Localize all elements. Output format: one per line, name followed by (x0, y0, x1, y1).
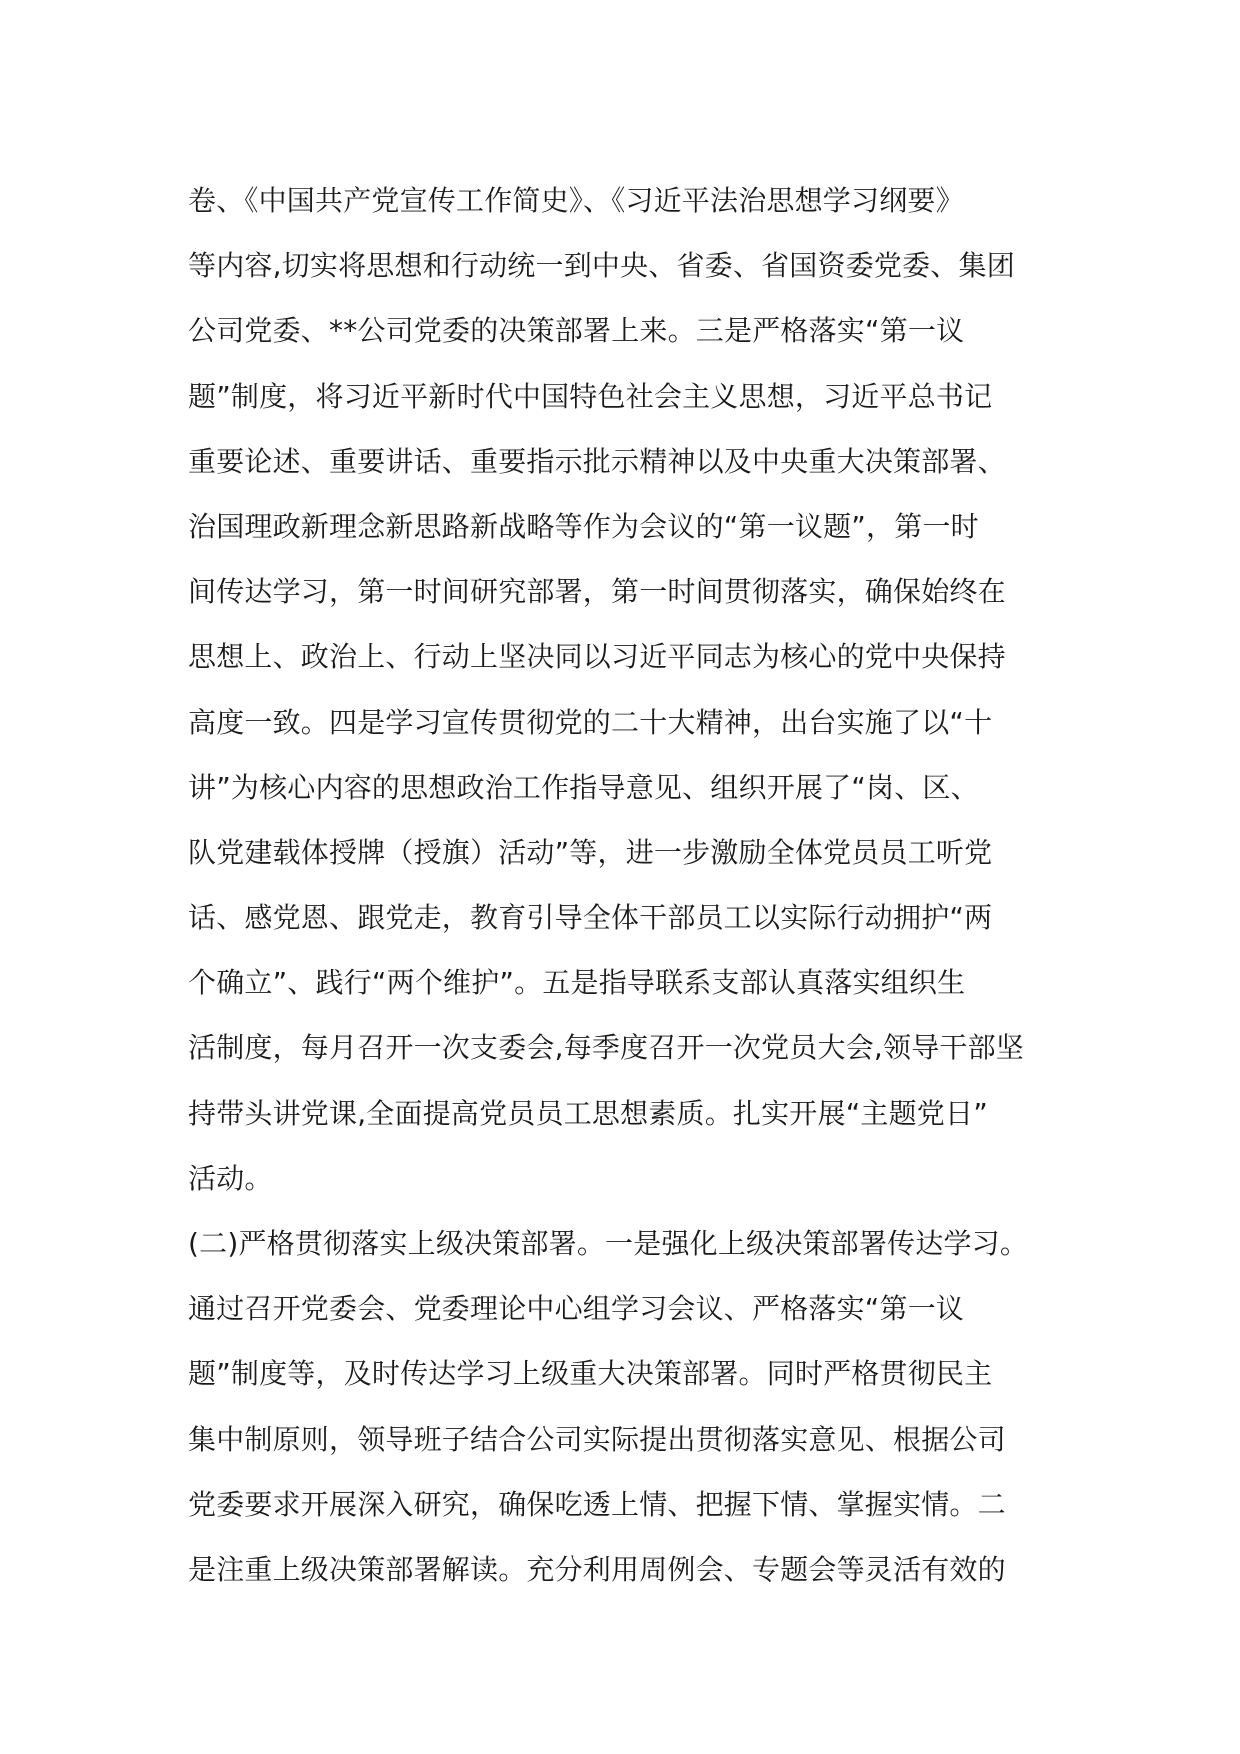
text-line: 党委要求开展深入研究，确保吃透上情、把握下情、掌握实情。二 (188, 1487, 1006, 1521)
text-line: 重要论述、重要讲话、重要指示批示精神以及中央重大决策部署、 (188, 444, 1006, 478)
text-line: 活制度，每月召开一次支委会,每季度召开一次党员大会,领导干部坚 (188, 1031, 1025, 1065)
text-line: 讲”为核心内容的思想政治工作指导意见、组织开展了“岗、区、 (188, 770, 979, 804)
text-line: 间传达学习，第一时间研究部署，第一时间贯彻落实，确保始终在 (188, 575, 1006, 609)
text-line: 思想上、政治上、行动上坚决同以习近平同志为核心的党中央保持 (188, 640, 1006, 674)
text-line: 是注重上级决策部署解读。充分利用周例会、专题会等灵活有效的 (188, 1552, 1006, 1586)
body-text (188, 168, 1068, 1602)
text-line: 集中制原则，领导班子结合公司实际提出贯彻落实意见、根据公司 (188, 1422, 1006, 1456)
text-line: 题”制度等，及时传达学习上级重大决策部署。同时严格贯彻民主 (188, 1357, 993, 1391)
text-line: 高度一致。四是学习宣传贯彻党的二十大精神，出台实施了以“十 (188, 705, 993, 739)
text-line: 通过召开党委会、党委理论中心组学习会议、严格落实“第一议 (188, 1292, 965, 1326)
text-line: 话、感党恩、跟党走，教育引导全体干部员工以实际行动拥护“两 (188, 901, 993, 935)
text-line: 活动。 (188, 1161, 273, 1195)
text-line: 持带头讲党课,全面提高党员员工思想素质。扎实开展“主题党日” (188, 1096, 988, 1130)
text-line: 等内容,切实将思想和行动统一到中央、省委、省国资委党委、集团 (188, 249, 1015, 283)
text-line: 队党建载体授牌（授旗）活动”等，进一步激励全体党员员工听党 (188, 835, 993, 869)
text-line: 公司党委、**公司党委的决策部署上来。三是严格落实“第一议 (188, 314, 965, 348)
text-line: 卷、《中国共产党宣传工作简史》、《习近平法治思想学习纲要》 (188, 184, 964, 217)
text-line: 题”制度，将习近平新时代中国特色社会主义思想，习近平总书记 (188, 379, 993, 413)
section-heading-line: (二)严格贯彻落实上级决策部署。一是强化上级决策部署传达学习。 (188, 1227, 1029, 1260)
text-line: 治国理政新理念新思路新战略等作为会议的“第一议题”，第一时 (188, 509, 979, 543)
text-line: 个确立”、践行“两个维护”。五是指导联系支部认真落实组织生 (188, 966, 966, 1000)
